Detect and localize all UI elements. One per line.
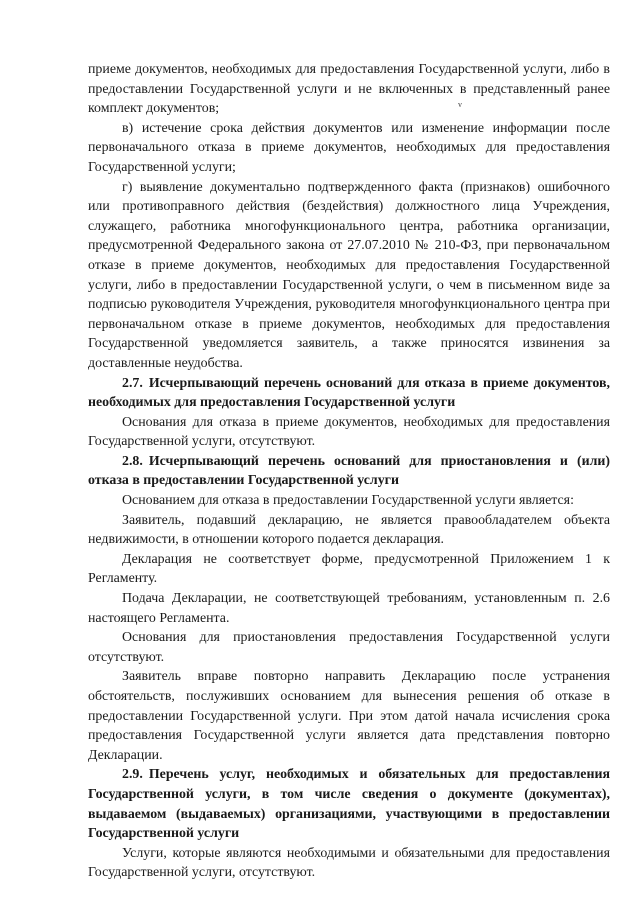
paragraph: в) истечение срока действия документов или изменение информации после первоначального отказа в приеме документов, необходимых для предоставления Государственной услуги; bbox=[88, 120, 610, 175]
document-page bbox=[88, 60, 610, 883]
paragraph: Основания для приостановления предоставления Государственной услуги отсутствуют. bbox=[88, 630, 610, 665]
section-title: Перечень услуг, необходимых и обязательных для предоставления Государственной услуги, в том числе сведения о документе (документах), выдаваемом (выдаваемых) организациями, участвующими в предоставлении Государственной услуги bbox=[88, 767, 610, 842]
paragraph: Заявитель вправе повторно направить Декларацию после устранения обстоятельств, послуживших основанием для вынесения решения об отказе в предоставлении Государственной услуги. При этом датой начала исчисления срока предоставления Государственной услуги является дата представления повторно Декларации. bbox=[88, 669, 610, 763]
section-number: 2.7. bbox=[122, 375, 143, 391]
section-title: Исчерпывающий перечень оснований для отказа в приеме документов, необходимых для предоставления Государственной услуги bbox=[88, 375, 610, 411]
stray-mark: v bbox=[458, 100, 462, 109]
paragraph: г) выявление документально подтвержденного факта (признаков) ошибочного или противоправного действия (бездействия) должностного лица Учреждения, служащего, работника многофункционального центра, работника организации, предусмотренной Федерального закона от 27.07.2010 № 210-ФЗ, при первоначальном отказе в приеме документов, необходимых для предоставления Государственной услуги, либо в предоставлении Государственной услуги, о чем в письменном виде за подписью руководителя Учреждения, руководителя многофункционального центра при первоначальном отказе в приеме документов, необходимых для предоставления Государственной уведомляется заявитель, а также приносятся извинения за доставленные неудобства. bbox=[88, 179, 610, 371]
section-number: 2.9. bbox=[122, 767, 143, 783]
paragraph: Услуги, которые являются необходимыми и обязательными для предоставления Государственной услуги, отсутствуют. bbox=[88, 845, 610, 881]
section-heading-2-9 bbox=[88, 765, 610, 843]
paragraph: Декларация не соответствует форме, предусмотренной Приложением 1 к Регламенту. bbox=[88, 551, 610, 587]
paragraph: приеме документов, необходимых для предоставления Государственной услуги, либо в предоставлении Государственной услуги и не включенных в представленный ранее комплект документов; bbox=[88, 62, 610, 117]
paragraph: Основания для отказа в приеме документов, необходимых для предоставления Государственной услуги, отсутствуют. bbox=[88, 414, 610, 450]
paragraph: Заявитель, подавший декларацию, не является правообладателем объекта недвижимости, в отношении которого подается декларация. bbox=[88, 512, 610, 548]
section-number: 2.8. bbox=[122, 453, 143, 469]
section-heading-2-7 bbox=[88, 374, 610, 413]
paragraph: Подача Декларации, не соответствующей требованиям, установленным п. 2.6 настоящего Регламента. bbox=[88, 591, 610, 626]
paragraph: Основанием для отказа в предоставлении Государственной услуги является: bbox=[122, 493, 574, 509]
section-heading-2-8 bbox=[88, 452, 610, 491]
section-title: Исчерпывающий перечень оснований для приостановления и (или) отказа в предоставлении Государственной услуги bbox=[88, 453, 610, 489]
